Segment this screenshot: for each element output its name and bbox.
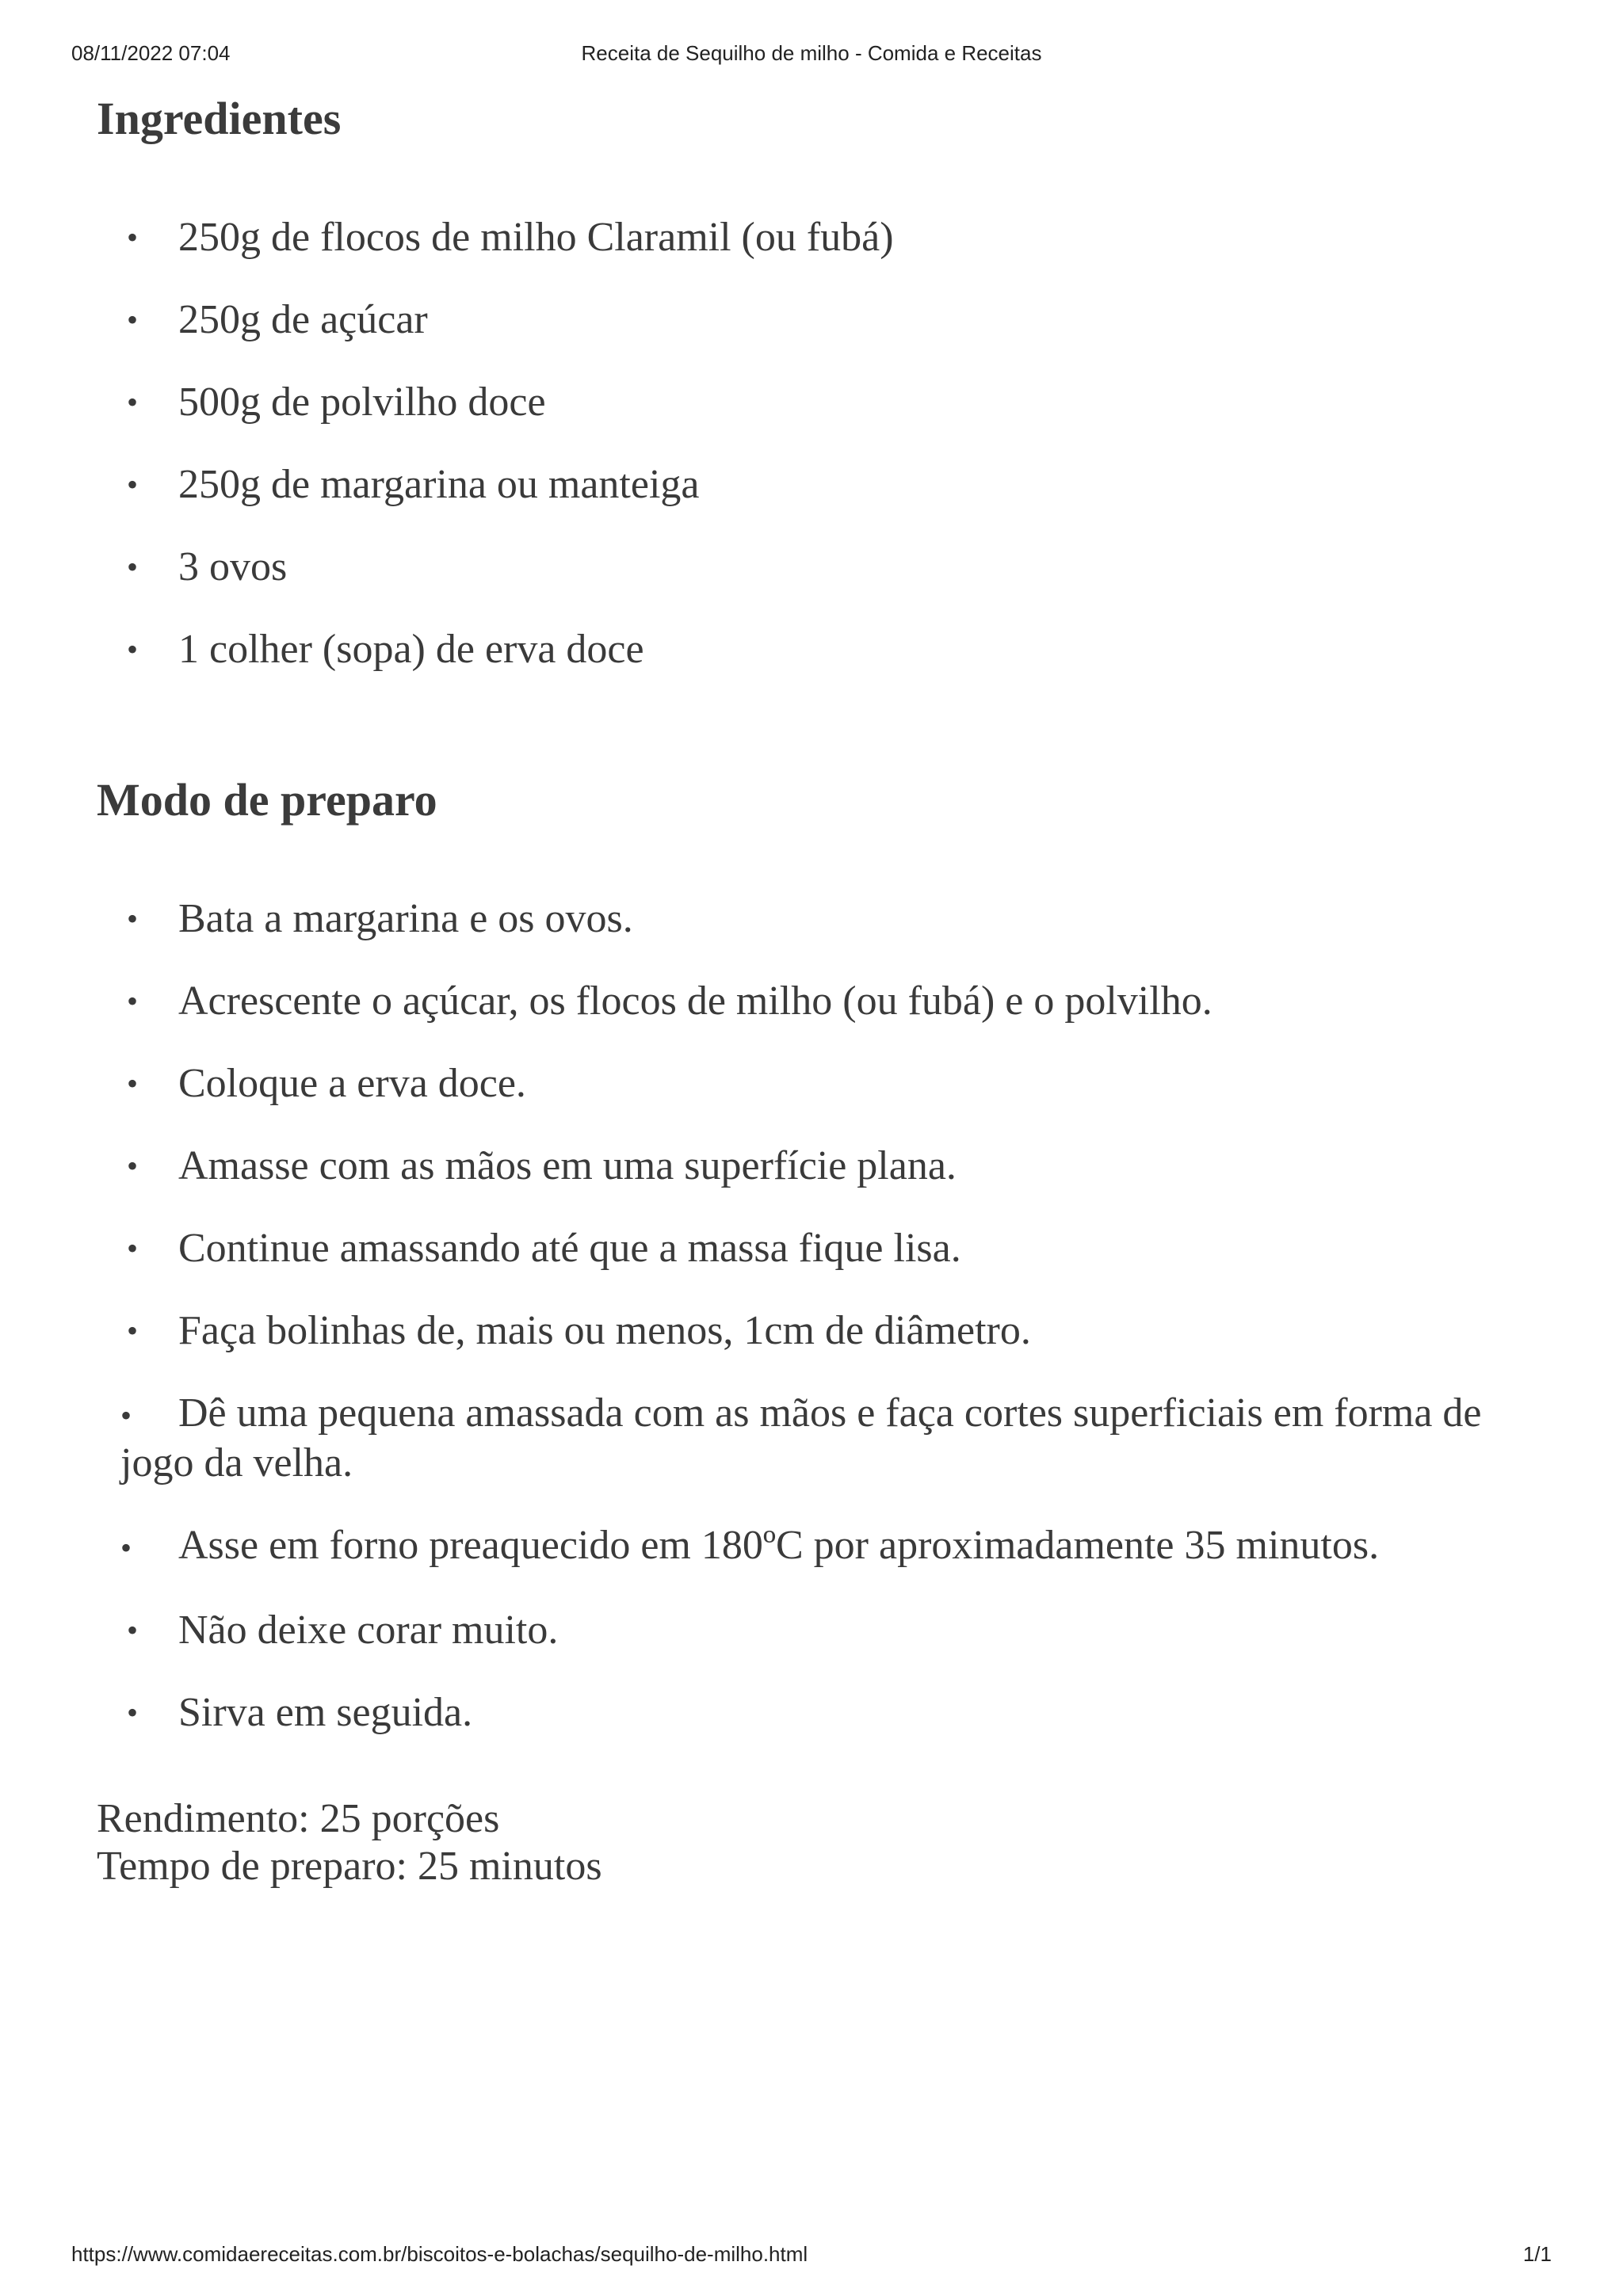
bullet-icon: • — [126, 1148, 138, 1184]
recipe-content — [97, 87, 1539, 1890]
print-url: https://www.comidaereceitas.com.br/biscoitos-e-bolachas/sequilho-de-milho.html — [71, 2242, 808, 2266]
preparation-heading: Modo de preparo — [97, 774, 437, 826]
bullet-icon: • — [126, 1313, 138, 1348]
print-header — [0, 41, 1623, 68]
bullet-icon: • — [126, 467, 138, 502]
prep-time-text: Tempo de preparo: 25 minutos — [97, 1844, 602, 1889]
list-item: • Bata a margarina e os ovos. — [97, 895, 1539, 943]
bullet-icon: • — [126, 1066, 138, 1101]
list-item: • Dê uma pequena amassada com as mãos e faça cortes superficiais em forma de jogo da velha. — [120, 1390, 1482, 1486]
bullet-icon: • — [126, 1695, 138, 1730]
bullet-icon: • — [126, 1612, 138, 1648]
list-item: • Faça bolinhas de, mais ou menos, 1cm de diâmetro. — [97, 1307, 1539, 1355]
bullet-icon: • — [126, 631, 138, 667]
bullet-icon: • — [120, 1398, 132, 1433]
bullet-icon: • — [126, 983, 138, 1019]
bullet-icon: • — [126, 901, 138, 936]
bullet-icon: • — [126, 1230, 138, 1266]
list-item: • 500g de polvilho doce — [97, 379, 1539, 426]
ingredients-section — [97, 87, 1539, 673]
print-page-title: Receita de Sequilho de milho - Comida e Receitas — [581, 41, 1042, 65]
bullet-icon: • — [126, 384, 138, 420]
list-item: • Continue amassando até que a massa fique lisa. — [97, 1225, 1539, 1272]
bullet-icon: • — [126, 219, 138, 255]
list-item: • Não deixe corar muito. — [97, 1607, 1539, 1654]
bullet-icon: • — [120, 1530, 132, 1566]
list-item: • Acrescente o açúcar, os flocos de milho (ou fubá) e o polvilho. — [97, 978, 1539, 1025]
bullet-icon: • — [126, 549, 138, 585]
list-item: • 1 colher (sopa) de erva doce — [97, 626, 1539, 673]
page-number: 1/1 — [1522, 2242, 1552, 2266]
list-item: • Amasse com as mãos em uma superfície plana. — [97, 1142, 1539, 1190]
preparation-list — [97, 895, 1539, 1737]
yield-text: Rendimento: 25 porções — [97, 1796, 500, 1841]
list-item: • 3 ovos — [97, 543, 1539, 591]
print-date: 08/11/2022 07:04 — [71, 41, 231, 65]
bullet-icon: • — [126, 302, 138, 338]
ingredients-heading: Ingredientes — [97, 93, 342, 144]
print-footer — [0, 2242, 1623, 2269]
list-item: • Coloque a erva doce. — [97, 1060, 1539, 1108]
list-item: • Asse em forno preaquecido em 180ºC por aproximadamente 35 minutos. — [97, 1522, 1539, 1572]
list-item: • 250g de flocos de milho Claramil (ou fubá) — [97, 214, 1539, 261]
list-item: • 250g de açúcar — [97, 296, 1539, 344]
recipe-info — [97, 1795, 1539, 1890]
list-item: • 250g de margarina ou manteiga — [97, 461, 1539, 509]
preparation-section — [97, 769, 1539, 1737]
list-item: • Sirva em seguida. — [97, 1689, 1539, 1737]
ingredients-list — [97, 214, 1539, 673]
